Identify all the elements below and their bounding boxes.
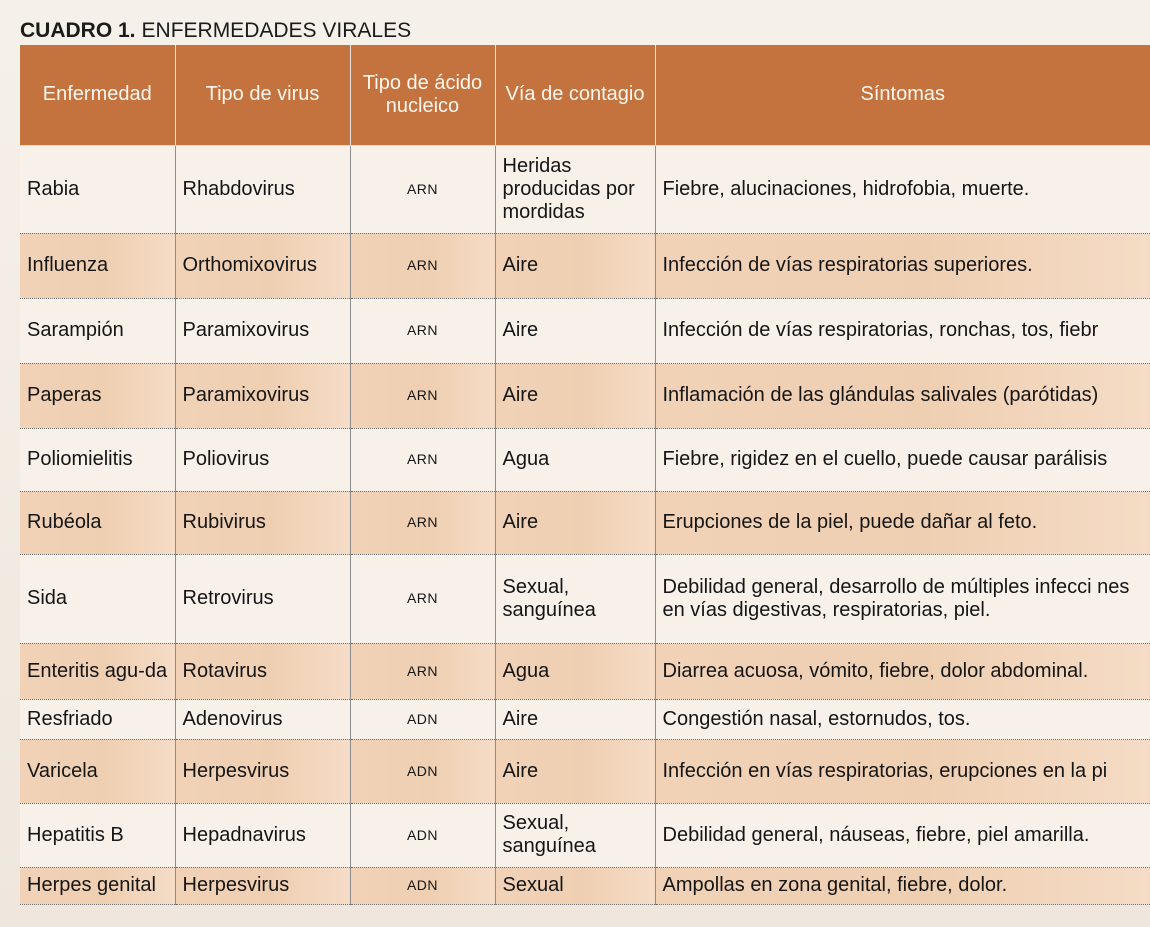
cell-transmission: Aire — [495, 739, 655, 803]
table-row — [20, 145, 1150, 233]
header-enfermedad: Enfermedad — [20, 45, 175, 145]
cell-virus: Hepadnavirus — [175, 803, 350, 867]
header-acido-nucleico: Tipo de ácido nucleico — [350, 45, 495, 145]
table-row — [20, 803, 1150, 867]
cell-transmission: Sexual — [495, 867, 655, 904]
cell-acid: ARN — [350, 233, 495, 298]
cell-symptoms: Ampollas en zona genital, fiebre, dolor. — [655, 867, 1150, 904]
header-sintomas: Síntomas — [655, 45, 1150, 145]
cell-acid: ARN — [350, 145, 495, 233]
caption-title: ENFERMEDADES VIRALES — [141, 19, 412, 42]
cell-transmission: Sexual, sanguínea — [495, 554, 655, 643]
cell-disease: Hepatitis B — [20, 803, 175, 867]
cell-symptoms: Fiebre, rigidez en el cuello, puede causar parálisis — [655, 428, 1150, 491]
cell-disease: Resfriado — [20, 699, 175, 739]
cell-acid: ARN — [350, 363, 495, 428]
table-header-row — [20, 45, 1150, 145]
cell-virus: Retrovirus — [175, 554, 350, 643]
cell-disease: Influenza — [20, 233, 175, 298]
cell-disease: Sida — [20, 554, 175, 643]
cell-disease: Rabia — [20, 145, 175, 233]
cell-symptoms: Fiebre, alucinaciones, hidrofobia, muerte. — [655, 145, 1150, 233]
cell-symptoms: Debilidad general, desarrollo de múltiples infecci nes en vías digestivas, respiratorias, piel. — [655, 554, 1150, 643]
cell-virus: Rubivirus — [175, 491, 350, 554]
table-row — [20, 699, 1150, 739]
table-row — [20, 298, 1150, 363]
cell-virus: Orthomixovirus — [175, 233, 350, 298]
cell-symptoms: Debilidad general, náuseas, fiebre, piel amarilla. — [655, 803, 1150, 867]
cell-transmission: Aire — [495, 491, 655, 554]
cell-virus: Herpesvirus — [175, 867, 350, 904]
cell-transmission: Aire — [495, 298, 655, 363]
cell-acid: ARN — [350, 643, 495, 699]
cell-acid: ARN — [350, 428, 495, 491]
cell-transmission: Aire — [495, 233, 655, 298]
table-caption — [20, 18, 1150, 44]
cell-acid: ARN — [350, 491, 495, 554]
table-row — [20, 554, 1150, 643]
cell-acid: ADN — [350, 803, 495, 867]
header-via-contagio: Vía de contagio — [495, 45, 655, 145]
cell-transmission: Aire — [495, 699, 655, 739]
cell-disease: Sarampión — [20, 298, 175, 363]
cell-acid: ARN — [350, 298, 495, 363]
cell-transmission: Agua — [495, 428, 655, 491]
cell-transmission: Sexual, sanguínea — [495, 803, 655, 867]
cell-virus: Adenovirus — [175, 699, 350, 739]
cell-symptoms: Infección de vías respiratorias, ronchas, tos, fiebr — [655, 298, 1150, 363]
cell-disease: Paperas — [20, 363, 175, 428]
cell-symptoms: Congestión nasal, estornudos, tos. — [655, 699, 1150, 739]
cell-symptoms: Infección en vías respiratorias, erupciones en la pi — [655, 739, 1150, 803]
table-row — [20, 867, 1150, 904]
cell-symptoms: Infección de vías respiratorias superiores. — [655, 233, 1150, 298]
cell-acid: ADN — [350, 867, 495, 904]
viral-diseases-table — [20, 45, 1150, 905]
table-row — [20, 491, 1150, 554]
header-tipo-virus: Tipo de virus — [175, 45, 350, 145]
table-row — [20, 363, 1150, 428]
caption-label: CUADRO 1. — [20, 19, 136, 42]
table-row — [20, 428, 1150, 491]
cell-disease: Herpes genital — [20, 867, 175, 904]
cell-acid: ADN — [350, 739, 495, 803]
cell-acid: ARN — [350, 554, 495, 643]
cell-transmission: Heridas producidas por mordidas — [495, 145, 655, 233]
table-row — [20, 739, 1150, 803]
cell-disease: Enteritis agu-da — [20, 643, 175, 699]
cell-acid: ADN — [350, 699, 495, 739]
cell-symptoms: Erupciones de la piel, puede dañar al feto. — [655, 491, 1150, 554]
cell-disease: Varicela — [20, 739, 175, 803]
cell-transmission: Aire — [495, 363, 655, 428]
cell-symptoms: Inflamación de las glándulas salivales (parótidas) — [655, 363, 1150, 428]
cell-transmission: Agua — [495, 643, 655, 699]
cell-virus: Poliovirus — [175, 428, 350, 491]
table-row — [20, 233, 1150, 298]
cell-virus: Paramixovirus — [175, 298, 350, 363]
cell-disease: Poliomielitis — [20, 428, 175, 491]
cell-virus: Rhabdovirus — [175, 145, 350, 233]
table-row — [20, 643, 1150, 699]
cell-virus: Herpesvirus — [175, 739, 350, 803]
cell-virus: Paramixovirus — [175, 363, 350, 428]
cell-symptoms: Diarrea acuosa, vómito, fiebre, dolor abdominal. — [655, 643, 1150, 699]
cell-disease: Rubéola — [20, 491, 175, 554]
cell-virus: Rotavirus — [175, 643, 350, 699]
